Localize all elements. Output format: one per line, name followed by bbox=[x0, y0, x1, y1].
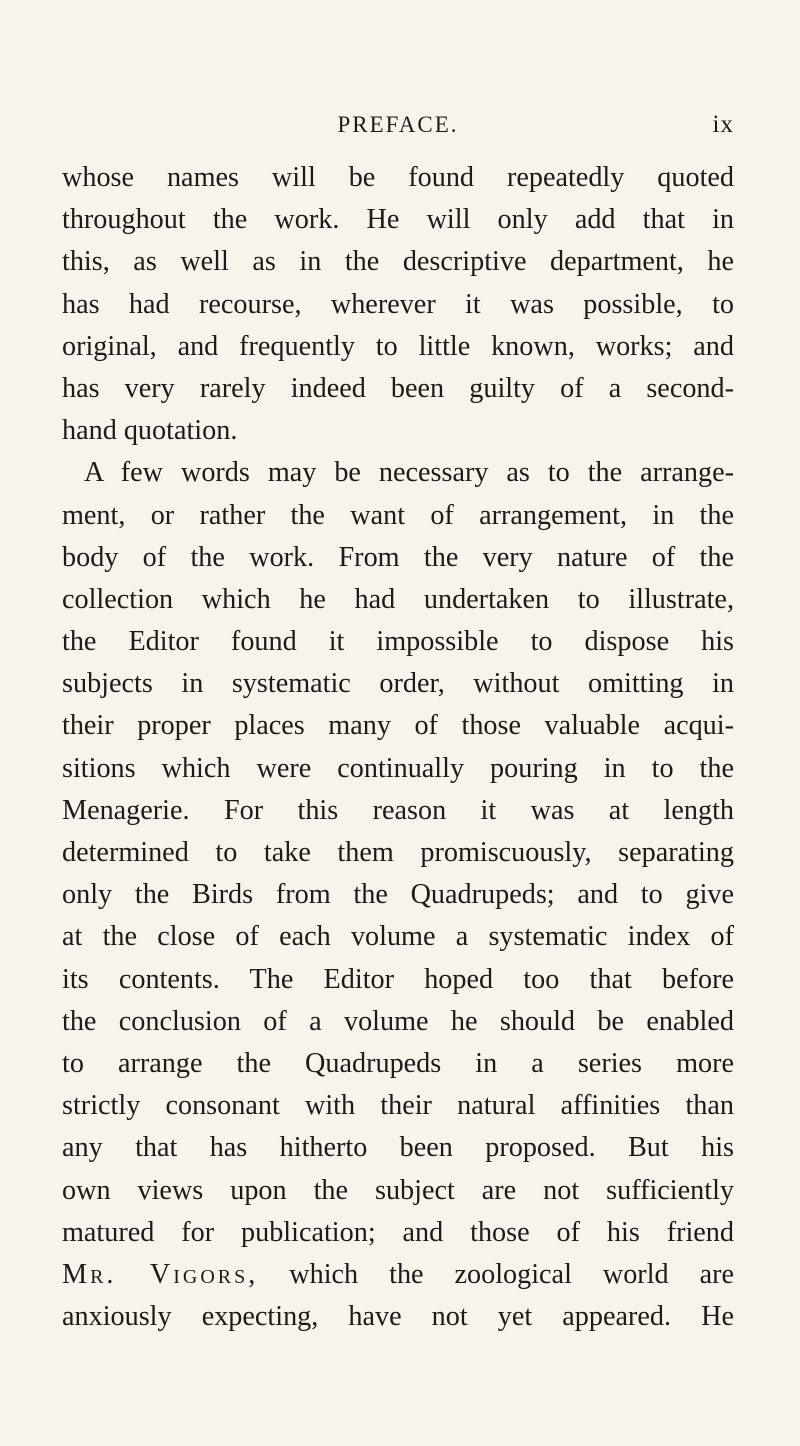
text-line: hand quotation. bbox=[62, 415, 238, 447]
body-text bbox=[62, 157, 734, 1338]
text-line: original, and frequently to little known, works; and bbox=[62, 330, 734, 362]
text-line: throughout the work. He will only add that in bbox=[62, 204, 734, 236]
text-line: own views upon the subject are not sufficiently bbox=[62, 1174, 734, 1206]
text-line: to arrange the Quadrupeds in a series more bbox=[62, 1047, 734, 1079]
text-line: only the Birds from the Quadrupeds; and to give bbox=[62, 879, 734, 911]
text-line: Menagerie. For this reason it was at length bbox=[62, 794, 734, 826]
text-line: strictly consonant with their natural affinities than bbox=[62, 1090, 734, 1122]
text-line: anxiously expecting, have not yet appeared. He bbox=[62, 1301, 734, 1333]
running-head-title: PREFACE. bbox=[337, 112, 459, 137]
text-line: sitions which were continually pouring in to the bbox=[62, 752, 734, 784]
person-name: Mr. Vigors, bbox=[62, 1258, 259, 1290]
text-line: the conclusion of a volume he should be enabled bbox=[62, 1005, 734, 1037]
text-line: collection which he had undertaken to illustrate, bbox=[62, 583, 734, 615]
text-line: has had recourse, wherever it was possible, to bbox=[62, 288, 734, 320]
text-line: determined to take them promiscuously, separating bbox=[62, 837, 734, 868]
text-line: A few words may be necessary as to the arrange- bbox=[84, 457, 734, 489]
text-line: the Editor found it impossible to dispose his bbox=[62, 626, 734, 658]
text-line: whose names will be found repeatedly quoted bbox=[62, 162, 734, 193]
text-line: at the close of each volume a systematic index of bbox=[62, 921, 734, 953]
text-line: any that has hitherto been proposed. But his bbox=[62, 1132, 734, 1164]
text-line: this, as well as in the descriptive department, he bbox=[62, 246, 734, 278]
page-number: ix bbox=[712, 111, 734, 138]
text-line: ment, or rather the want of arrangement, in the bbox=[62, 499, 734, 531]
text-line: their proper places many of those valuable acqui- bbox=[62, 710, 734, 742]
text-line: body of the work. From the very nature of the bbox=[62, 541, 734, 573]
text-line: subjects in systematic order, without omitting in bbox=[62, 668, 734, 700]
text-line: its contents. The Editor hoped too that before bbox=[62, 963, 734, 995]
text-fragment: which the zoological world are bbox=[258, 1258, 734, 1290]
text-line: has very rarely indeed been guilty of a second- bbox=[62, 372, 734, 404]
running-head bbox=[62, 108, 734, 142]
text-line-vigors bbox=[62, 1254, 734, 1296]
text-line: matured for publication; and those of his friend bbox=[62, 1216, 734, 1248]
